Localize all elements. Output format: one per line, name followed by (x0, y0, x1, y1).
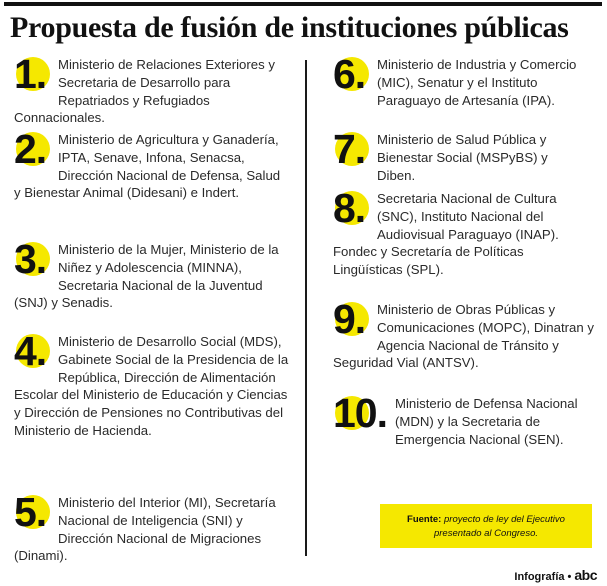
item-text: Ministerio de Defensa Nacional (MDN) y la Secretaria de Emergencia Nacional (SEN). (395, 396, 578, 447)
item-text: Secretaria Nacional de Cultura (SNC), Instituto Nacional del Audiovisual Paraguayo (INAP). Fondec y Secretaría de Políticas Lingüísticas (SPL). (333, 191, 559, 278)
item-text: Ministerio de Salud Pública y Bienestar Social (MSPyBS) y Diben. (377, 132, 548, 183)
number-badge (333, 185, 375, 231)
number-badge (333, 390, 393, 436)
item-number: 2. (14, 126, 47, 172)
number-badge (14, 51, 56, 97)
source-label: Fuente: (407, 514, 442, 525)
list-item (333, 185, 595, 279)
number-badge (333, 296, 375, 342)
list-item (333, 126, 573, 184)
item-text: Ministerio de Industria y Comercio (MIC), Senatur y el Instituto Paraguayo de Artesanía (IPA). (377, 57, 577, 108)
list-item (333, 296, 595, 372)
item-text: Ministerio de Relaciones Exteriores y Secretaria de Desarrollo para Repatriados y Refugiados Connacionales. (14, 57, 275, 126)
list-item (14, 236, 280, 312)
number-badge (14, 489, 56, 535)
list-item (14, 51, 290, 127)
item-text: Ministerio de la Mujer, Ministerio de la Niñez y Adolescencia (MINNA), Secretaria Nacional de la Juventud (SNJ) y Senadis. (14, 242, 279, 311)
item-number: 10. (333, 390, 387, 436)
page-title: Propuesta de fusión de instituciones públicas (10, 11, 569, 44)
source-text: proyecto de ley del Ejecutivo presentado al Congreso. (433, 514, 565, 539)
item-number: 4. (14, 328, 47, 374)
footer-label: Infografía (514, 571, 565, 583)
column-divider (305, 60, 307, 556)
item-number: 1. (14, 51, 47, 97)
item-text: Ministerio del Interior (MI), Secretaría Nacional de Inteligencia (SNI) y Dirección Nacional de Migraciones (Dinami). (14, 495, 276, 564)
footer-separator: • (567, 571, 572, 583)
footer-credit (514, 567, 597, 583)
item-text: Ministerio de Obras Públicas y Comunicaciones (MOPC), Dinatran y Agencia Nacional de Tránsito y Seguridad Vial (ANTSV). (333, 302, 594, 371)
list-item (333, 390, 595, 448)
source-note (380, 504, 592, 548)
brand-logo: abc (574, 567, 597, 583)
number-badge (14, 236, 56, 282)
item-number: 8. (333, 185, 366, 231)
list-item (14, 328, 292, 440)
number-badge (14, 126, 56, 172)
item-number: 7. (333, 126, 366, 172)
item-number: 6. (333, 51, 366, 97)
number-badge (333, 126, 375, 172)
item-number: 5. (14, 489, 47, 535)
number-badge (14, 328, 56, 374)
item-number: 3. (14, 236, 47, 282)
item-text: Ministerio de Desarrollo Social (MDS), Gabinete Social de la Presidencia de la República, Dirección de Alimentación Escolar del Ministerio de Educación y Ciencias y Dirección de Pensiones no Contributivas del Ministerio de Hacienda. (14, 334, 289, 438)
list-item (14, 126, 282, 202)
list-item (333, 51, 595, 109)
item-text: Ministerio de Agricultura y Ganadería, IPTA, Senave, Infona, Senacsa, Dirección Nacional de Defensa, Salud y Bienestar Animal (Didesani) e Indert. (14, 132, 281, 201)
title-rule (4, 2, 602, 6)
item-number: 9. (333, 296, 366, 342)
list-item (14, 489, 294, 565)
number-badge (333, 51, 375, 97)
